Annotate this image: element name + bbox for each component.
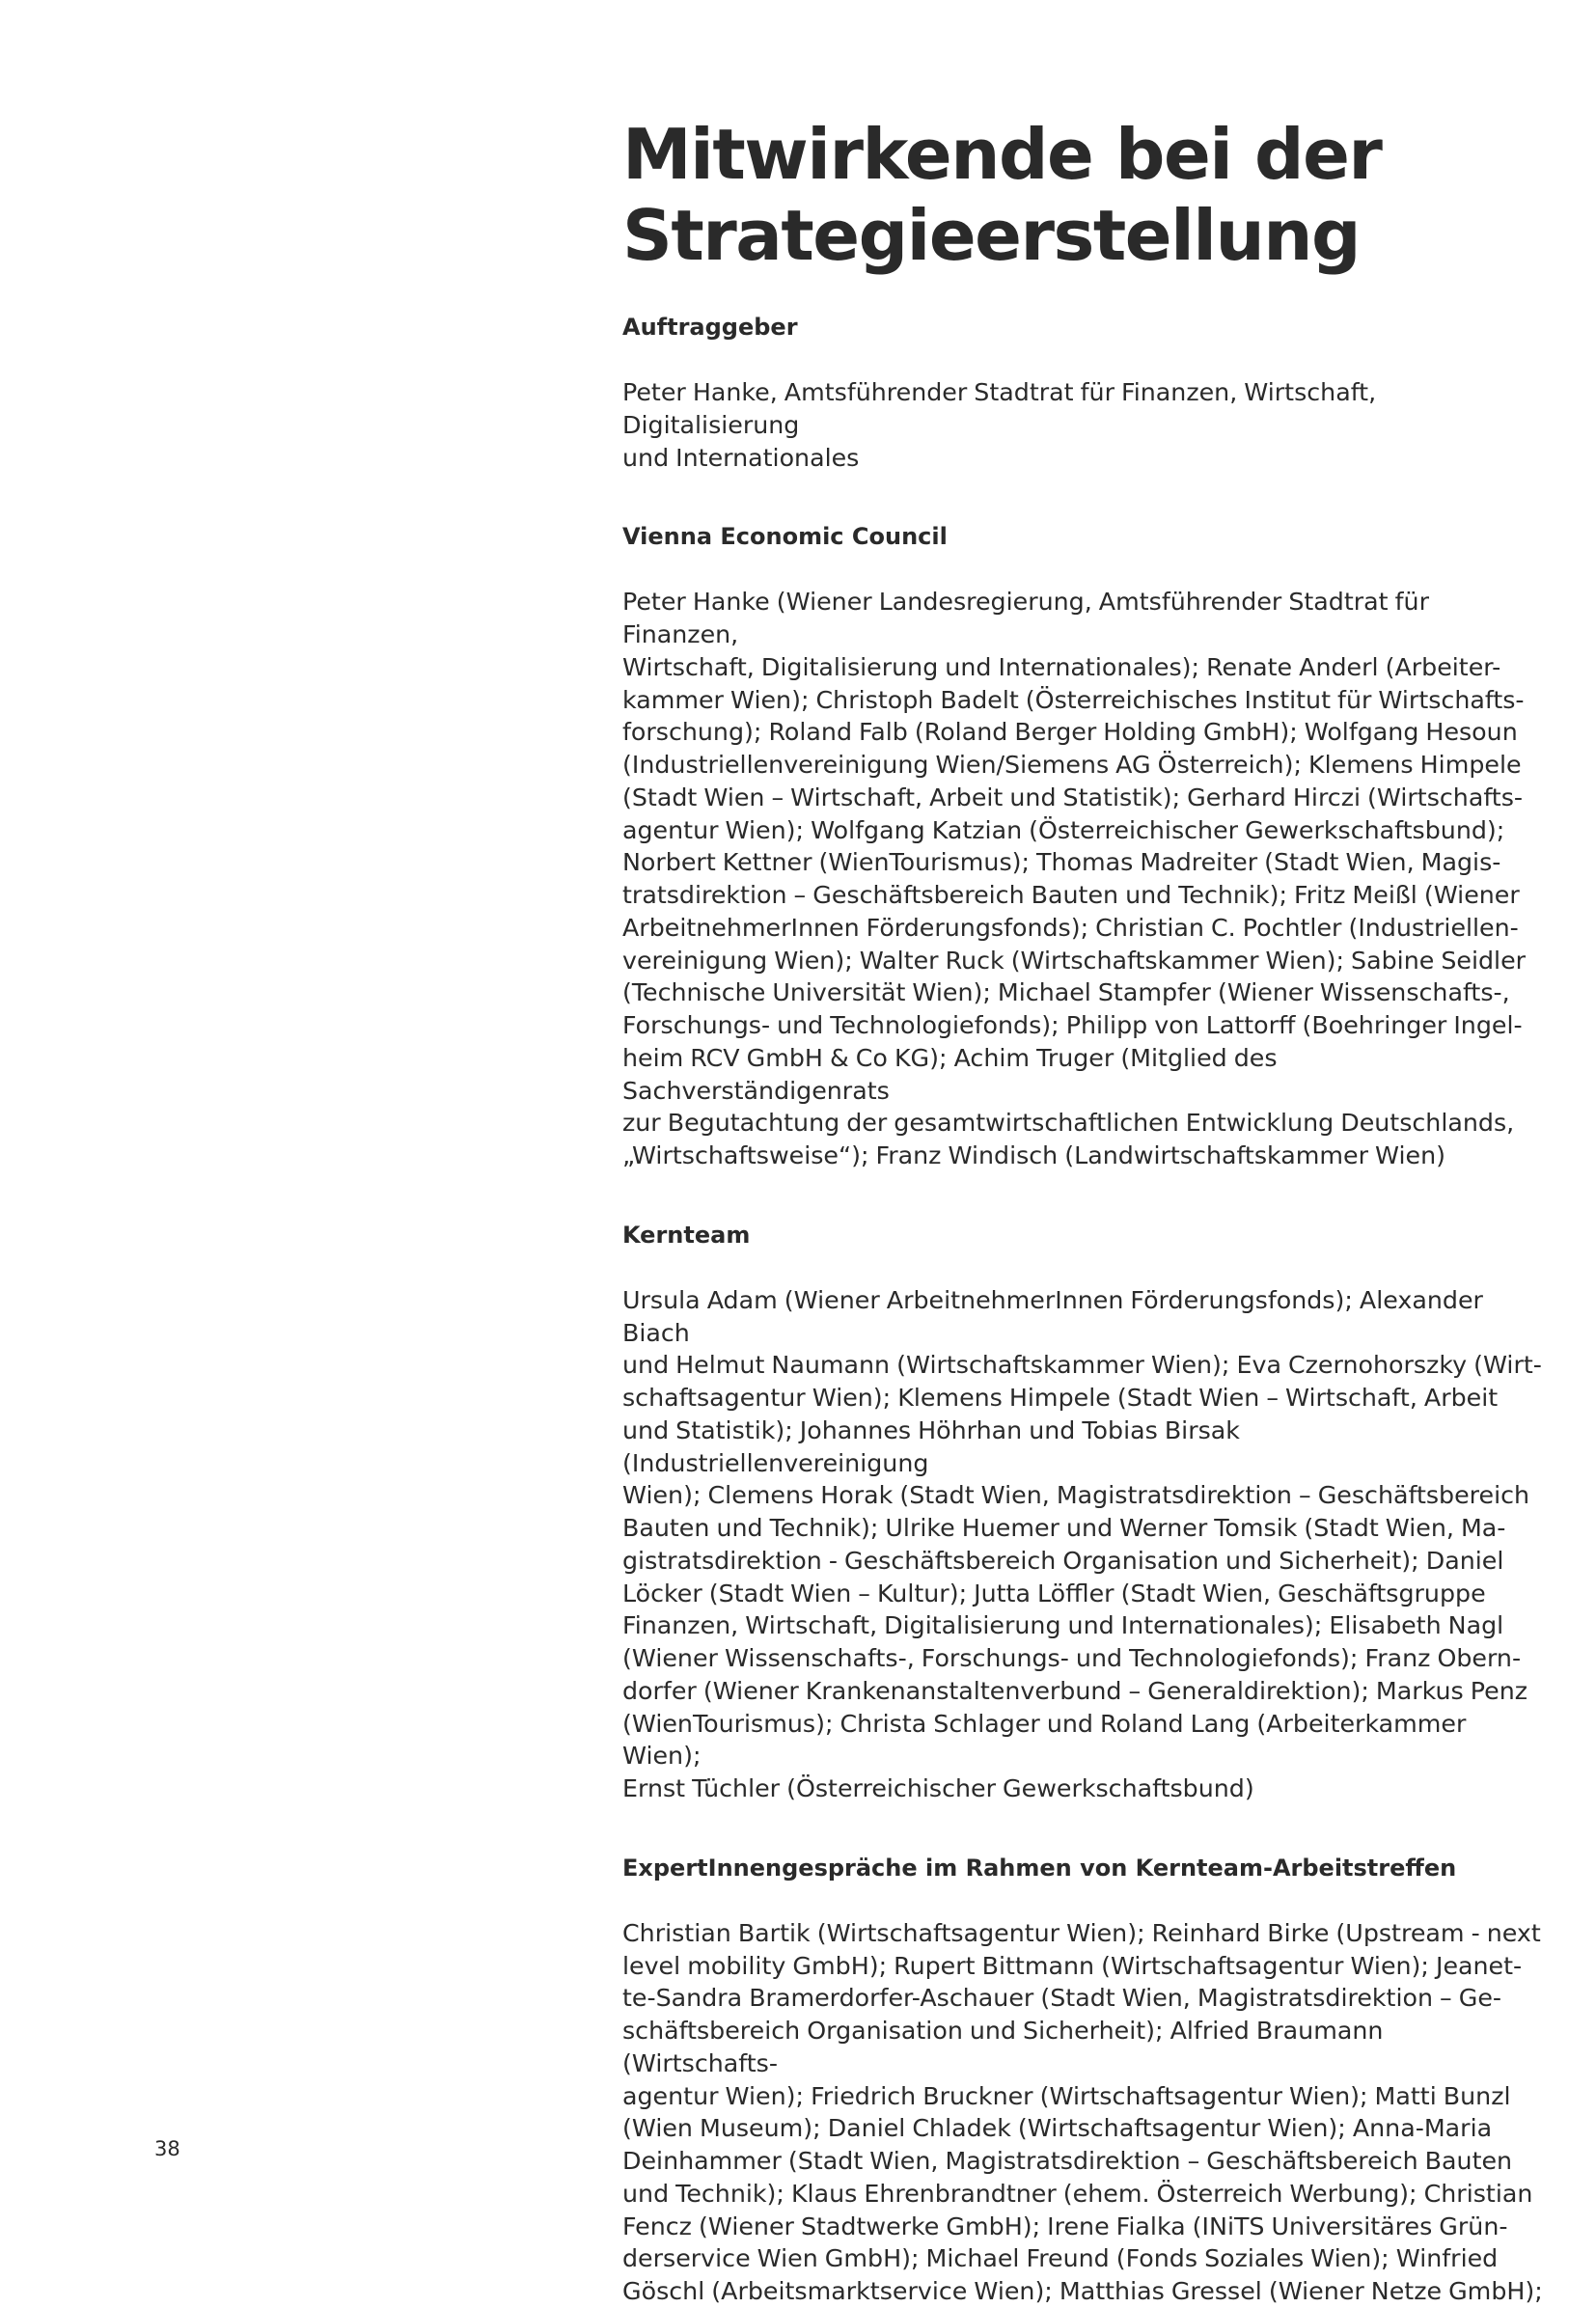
body-line: Ernst Tüchler (Österreichischer Gewerkschaftsbund) bbox=[622, 1774, 1254, 1802]
body-line: dorfer (Wiener Krankenanstaltenverbund – Generaldirektion); Markus Penz bbox=[622, 1676, 1528, 1705]
body-line: (Wiener Wissenschafts-, Forschungs- und Technologiefonds); Franz Obern- bbox=[622, 1644, 1522, 1672]
body-line: (Wien Museum); Daniel Chladek (Wirtschaftsagentur Wien); Anna-Maria bbox=[622, 2114, 1493, 2143]
body-line: vereinigung Wien); Walter Ruck (Wirtschaftskammer Wien); Sabine Seidler bbox=[622, 946, 1527, 975]
body-line: gistratsdirektion - Geschäftsbereich Organisation und Sicherheit); Daniel bbox=[622, 1546, 1504, 1575]
body-line: Peter Hanke (Wiener Landesregierung, Amtsführender Stadtrat für Finanzen, bbox=[622, 588, 1429, 648]
section-heading: Auftraggeber bbox=[622, 314, 798, 341]
main-content bbox=[622, 114, 1544, 2308]
body-line: zur Begutachtung der gesamtwirtschaftlichen Entwicklung Deutschlands, bbox=[622, 1109, 1515, 1138]
body-line: und Helmut Naumann (Wirtschaftskammer Wien); Eva Czernohorszky (Wirt- bbox=[622, 1351, 1542, 1380]
section-auftraggeber bbox=[622, 311, 1544, 474]
body-line: agentur Wien); Friedrich Bruckner (Wirtschaftsagentur Wien); Matti Bunzl bbox=[622, 2081, 1511, 2110]
section-heading: ExpertInnengespräche im Rahmen von Kernteam-Arbeitstreffen bbox=[622, 1854, 1457, 1882]
body-line: kammer Wien); Christoph Badelt (Österreichisches Institut für Wirtschafts- bbox=[622, 685, 1525, 714]
body-line: und Internationales bbox=[622, 443, 860, 472]
body-line: Deinhammer (Stadt Wien, Magistratsdirektion – Geschäftsbereich Bauten bbox=[622, 2147, 1513, 2175]
page-number: 38 bbox=[154, 2137, 180, 2160]
body-line: Göschl (Arbeitsmarktservice Wien); Matthias Gressel (Wiener Netze GmbH); bbox=[622, 2277, 1543, 2305]
body-line: (WienTourismus); Christa Schlager und Roland Lang (Arbeiterkammer Wien); bbox=[622, 1709, 1467, 1771]
section-heading: Kernteam bbox=[622, 1221, 751, 1249]
body-line: heim RCV GmbH & Co KG); Achim Truger (Mitglied des Sachverständigenrats bbox=[622, 1043, 1278, 1105]
section-expertinnengespraeche bbox=[622, 1852, 1544, 2308]
body-line: te-Sandra Bramerdorfer-Aschauer (Stadt Wien, Magistratsdirektion – Ge- bbox=[622, 1984, 1502, 2013]
body-line: und Statistik); Johannes Höhrhan und Tobias Birsak (Industriellenvereinigung bbox=[622, 1415, 1240, 1477]
body-line: (Industriellenvereinigung Wien/Siemens AG Österreich); Klemens Himpele bbox=[622, 751, 1522, 779]
section-vienna-economic-council bbox=[622, 520, 1544, 1172]
page-title bbox=[622, 114, 1544, 276]
body-line: Norbert Kettner (WienTourismus); Thomas Madreiter (Stadt Wien, Magis- bbox=[622, 848, 1501, 877]
section-body bbox=[622, 1917, 1544, 2308]
body-line: tratsdirektion – Geschäftsbereich Bauten und Technik); Fritz Meißl (Wiener bbox=[622, 881, 1520, 909]
body-line: Löcker (Stadt Wien – Kultur); Jutta Löffler (Stadt Wien, Geschäftsgruppe bbox=[622, 1579, 1486, 1607]
body-line: (Technische Universität Wien); Michael Stampfer (Wiener Wissenschafts-, bbox=[622, 978, 1510, 1007]
body-line: und Technik); Klaus Ehrenbrandtner (ehem. Österreich Werbung); Christian bbox=[622, 2179, 1533, 2208]
body-line: Wirtschaft, Digitalisierung und Internationales); Renate Anderl (Arbeiter- bbox=[622, 652, 1501, 681]
section-body bbox=[622, 586, 1544, 1172]
body-line: agentur Wien); Wolfgang Katzian (Österreichischer Gewerkschaftsbund); bbox=[622, 815, 1505, 844]
body-line: Bauten und Technik); Ulrike Huemer und Werner Tomsik (Stadt Wien, Ma- bbox=[622, 1514, 1506, 1542]
section-body bbox=[622, 1284, 1544, 1805]
body-line: level mobility GmbH); Rupert Bittmann (Wirtschaftsagentur Wien); Jeanet- bbox=[622, 1951, 1523, 1980]
section-body bbox=[622, 376, 1544, 474]
body-line: Finanzen, Wirtschaft, Digitalisierung und Internationales); Elisabeth Nagl bbox=[622, 1611, 1504, 1640]
body-line: ArbeitnehmerInnen Förderungsfonds); Christian C. Pochtler (Industriellen- bbox=[622, 913, 1519, 942]
body-line: derservice Wien GmbH); Michael Freund (Fonds Soziales Wien); Winfried bbox=[622, 2244, 1499, 2273]
body-line: schäftsbereich Organisation und Sicherheit); Alfried Braumann (Wirtschafts- bbox=[622, 2017, 1384, 2077]
body-line: Forschungs- und Technologiefonds); Philipp von Lattorff (Boehringer Ingel- bbox=[622, 1011, 1523, 1039]
body-line: „Wirtschaftsweise“); Franz Windisch (Landwirtschaftskammer Wien) bbox=[622, 1141, 1445, 1169]
body-line: Peter Hanke, Amtsführender Stadtrat für Finanzen, Wirtschaft, Digitalisierung bbox=[622, 378, 1377, 439]
body-line: Ursula Adam (Wiener ArbeitnehmerInnen Förderungsfonds); Alexander Biach bbox=[622, 1285, 1483, 1347]
body-line: Fencz (Wiener Stadtwerke GmbH); Irene Fialka (INiTS Universitäres Grün- bbox=[622, 2212, 1508, 2240]
body-line: schaftsagentur Wien); Klemens Himpele (Stadt Wien – Wirtschaft, Arbeit bbox=[622, 1384, 1499, 1412]
body-line: forschung); Roland Falb (Roland Berger Holding GmbH); Wolfgang Hesoun bbox=[622, 718, 1518, 747]
body-line: Christian Bartik (Wirtschaftsagentur Wien); Reinhard Birke (Upstream - next bbox=[622, 1918, 1541, 1947]
page-title-line: Strategieerstellung bbox=[622, 195, 1361, 276]
section-heading: Vienna Economic Council bbox=[622, 523, 948, 551]
section-kernteam bbox=[622, 1219, 1544, 1805]
page-title-line: Mitwirkende bei der bbox=[622, 114, 1382, 195]
body-line: (Stadt Wien – Wirtschaft, Arbeit und Statistik); Gerhard Hirczi (Wirtschafts- bbox=[622, 783, 1524, 811]
body-line: Wien); Clemens Horak (Stadt Wien, Magistratsdirektion – Geschäftsbereich bbox=[622, 1481, 1530, 1510]
